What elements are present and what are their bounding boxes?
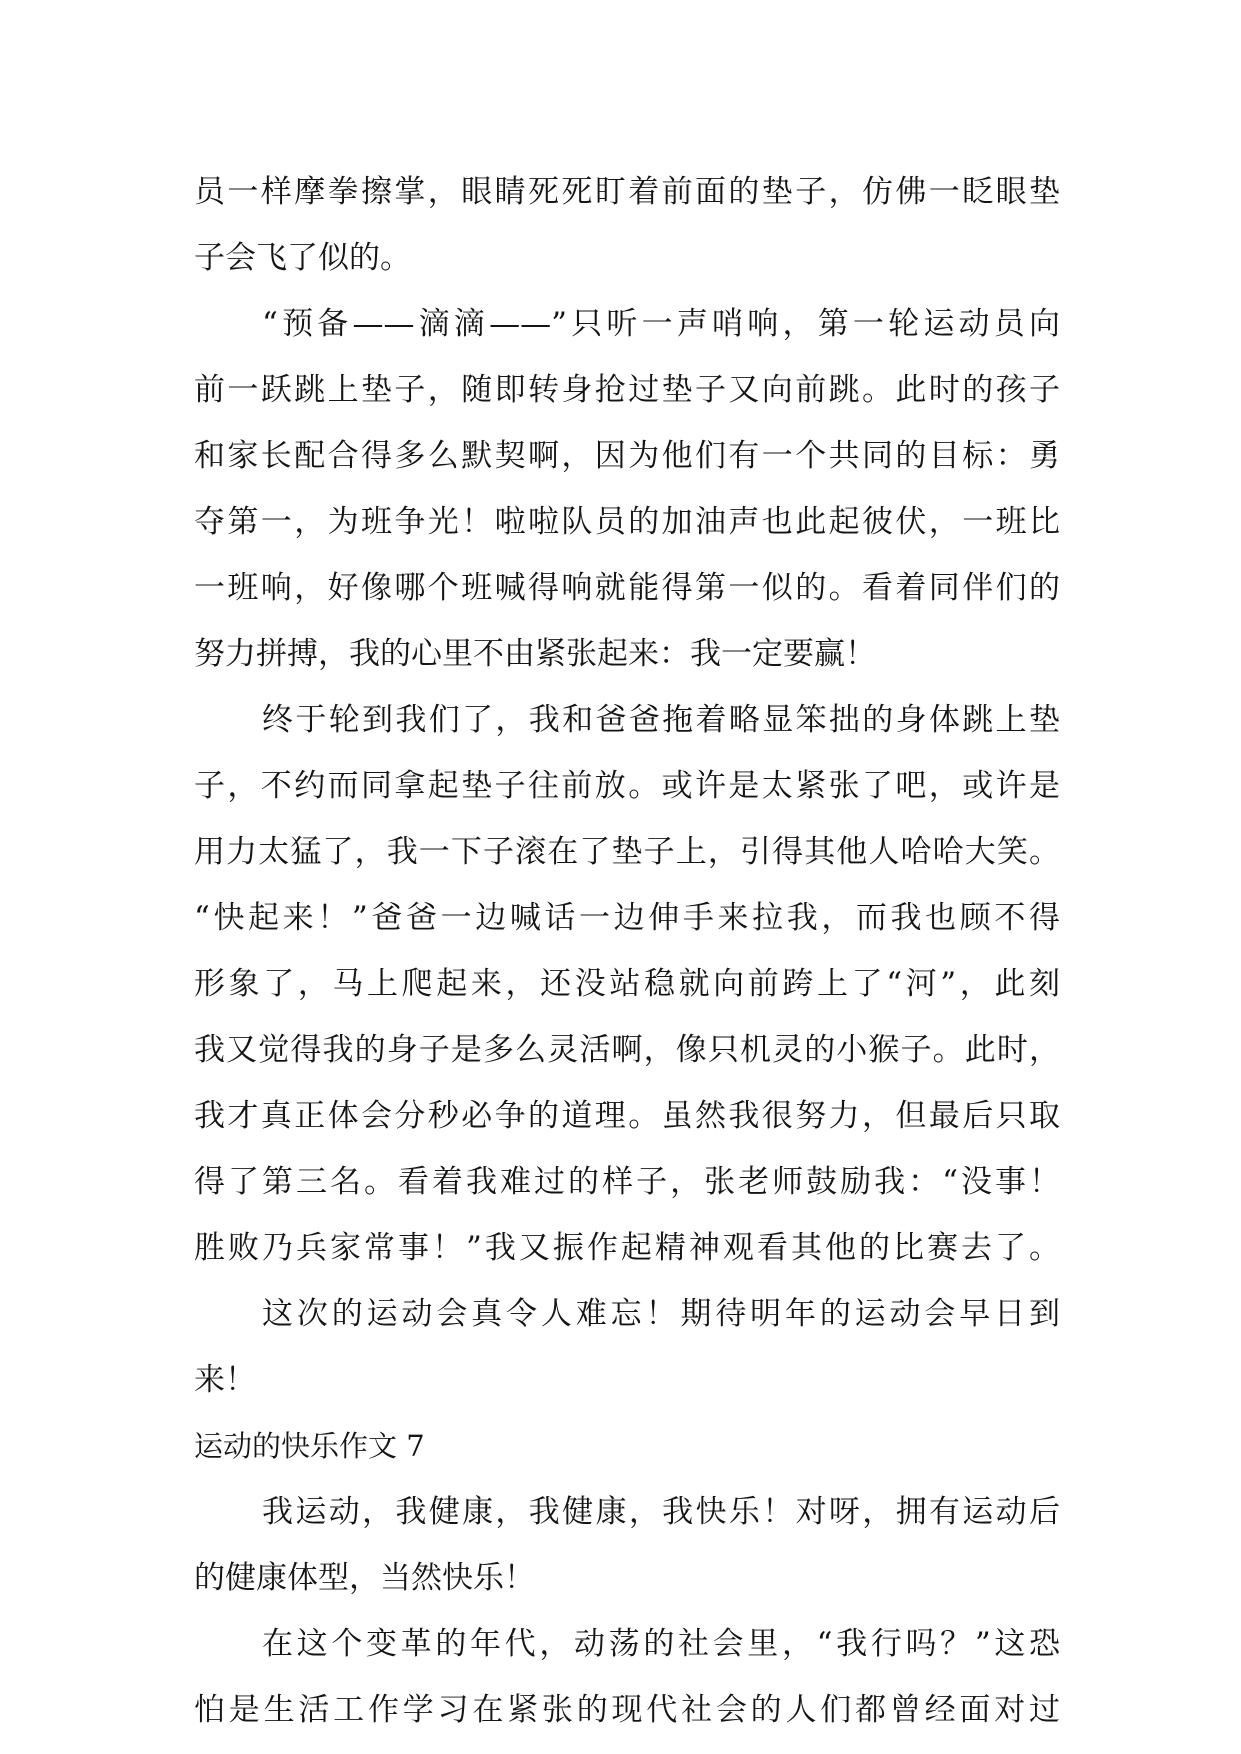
text-line: 努力拼搏，我的心里不由紧张起来：我一定要赢！ (194, 636, 876, 672)
text-line: 的健康体型，当然快乐！ (194, 1560, 535, 1596)
paragraph (194, 159, 1060, 291)
text-line: 胜败乃兵家常事！”我又振作起精神观看其他的比赛去了。 (194, 1230, 1060, 1266)
text-line: “快起来！”爸爸一边喊话一边伸手来拉我，而我也顾不得 (194, 900, 1060, 936)
paragraph (194, 687, 1060, 1281)
text-line: 这次的运动会真令人难忘！期待明年的运动会早日到 (262, 1296, 1060, 1332)
text-line: 前一跃跳上垫子，随即转身抢过垫子又向前跳。此时的孩子 (194, 372, 1060, 408)
text-line: 我运动，我健康，我健康，我快乐！对呀，拥有运动后 (262, 1494, 1060, 1530)
paragraph (194, 1611, 1060, 1743)
text-line: 终于轮到我们了，我和爸爸拖着略显笨拙的身体跳上垫 (262, 702, 1060, 738)
text-line: 来！ (194, 1362, 256, 1398)
text-line: 在这个变革的年代，动荡的社会里，“我行吗？”这恐 (262, 1626, 1060, 1662)
text-line: 我又觉得我的身子是多么灵活啊，像只机灵的小猴子。此时， (194, 1032, 1060, 1068)
section-title: 运动的快乐作文 7 (194, 1429, 425, 1463)
text-line: “预备——滴滴——”只听一声哨响，第一轮运动员向 (262, 306, 1060, 342)
text-line: 夺第一，为班争光！啦啦队员的加油声也此起彼伏，一班比 (194, 504, 1060, 540)
text-line: 和家长配合得多么默契啊，因为他们有一个共同的目标：勇 (194, 438, 1060, 474)
paragraph (194, 1281, 1060, 1413)
document-body (194, 159, 1060, 1743)
paragraph (194, 291, 1060, 687)
text-line: 员一样摩拳擦掌，眼睛死死盯着前面的垫子，仿佛一眨眼垫 (194, 174, 1060, 210)
text-line: 用力太猛了，我一下子滚在了垫子上，引得其他人哈哈大笑。 (194, 834, 1060, 870)
text-line: 子，不约而同拿起垫子往前放。或许是太紧张了吧，或许是 (194, 768, 1060, 804)
text-line: 得了第三名。看着我难过的样子，张老师鼓励我：“没事！ (194, 1164, 1060, 1200)
text-line: 我才真正体会分秒必争的道理。虽然我很努力，但最后只取 (194, 1098, 1060, 1134)
text-line: 怕是生活工作学习在紧张的现代社会的人们都曾经面对过 (194, 1692, 1060, 1728)
text-line: 一班响，好像哪个班喊得响就能得第一似的。看着同伴们的 (194, 570, 1060, 606)
text-line: 形象了，马上爬起来，还没站稳就向前跨上了“河”，此刻 (194, 966, 1060, 1002)
paragraph (194, 1479, 1060, 1611)
text-line: 子会飞了似的。 (194, 240, 411, 276)
